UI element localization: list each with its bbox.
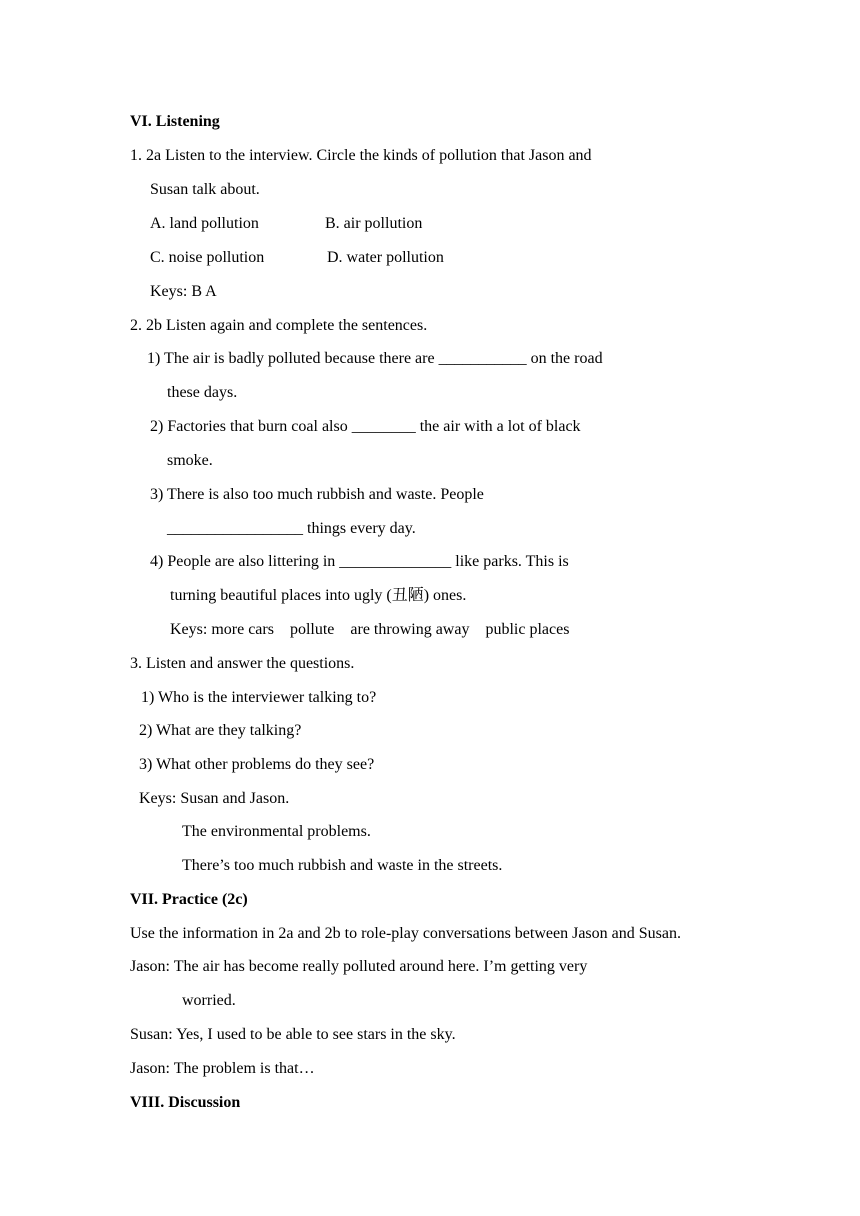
q3-question3: 3) What other problems do they see? (139, 756, 375, 773)
q2-prompt: 2. 2b Listen again and complete the sentences. (130, 317, 428, 334)
q3-answer2: The environmental problems. (182, 823, 371, 840)
q1-option-d: D. water pollution (327, 249, 444, 266)
section-heading-discussion: VIII. Discussion (130, 1094, 241, 1111)
q2-sentence4-line2: turning beautiful places into ugly (丑陋) ones. (170, 587, 467, 604)
q2-sentence2-line2: smoke. (167, 452, 213, 469)
q3-keys: Keys: Susan and Jason. (139, 790, 290, 807)
q3-question2: 2) What are they talking? (139, 722, 302, 739)
q1-option-b: B. air pollution (325, 215, 423, 232)
q2-sentence2-line1: 2) Factories that burn coal also ________ the air with a lot of black (150, 418, 581, 435)
q2-sentence4-line1: 4) People are also littering in ______________ like parks. This is (150, 553, 569, 570)
q3-prompt: 3. Listen and answer the questions. (130, 655, 355, 672)
dialog-jason-1-line2: worried. (182, 992, 236, 1009)
q1-option-a: A. land pollution (150, 215, 259, 232)
q3-answer3: There’s too much rubbish and waste in the streets. (182, 857, 503, 874)
q1-prompt-line1: 1. 2a Listen to the interview. Circle the kinds of pollution that Jason and (130, 147, 592, 164)
q2-sentence1-line1: 1) The air is badly polluted because there are ___________ on the road (147, 350, 603, 367)
section-heading-practice: VII. Practice (2c) (130, 891, 248, 908)
dialog-jason-2: Jason: The problem is that… (130, 1060, 315, 1077)
dialog-jason-1-line1: Jason: The air has become really polluted around here. I’m getting very (130, 958, 588, 975)
q1-option-c: C. noise pollution (150, 249, 265, 266)
q1-keys: Keys: B A (150, 283, 217, 300)
q3-question1: 1) Who is the interviewer talking to? (141, 689, 377, 706)
dialog-susan-1: Susan: Yes, I used to be able to see stars in the sky. (130, 1026, 456, 1043)
section-heading-listening: VI. Listening (130, 113, 220, 130)
q1-prompt-line2: Susan talk about. (150, 181, 260, 198)
q2-keys: Keys: more cars pollute are throwing away public places (170, 621, 570, 638)
q2-sentence3-line1: 3) There is also too much rubbish and waste. People (150, 486, 484, 503)
q2-sentence1-line2: these days. (167, 384, 238, 401)
practice-instruction: Use the information in 2a and 2b to role-play conversations between Jason and Susan. (130, 925, 681, 942)
q2-sentence3-line2: _________________ things every day. (167, 520, 416, 537)
